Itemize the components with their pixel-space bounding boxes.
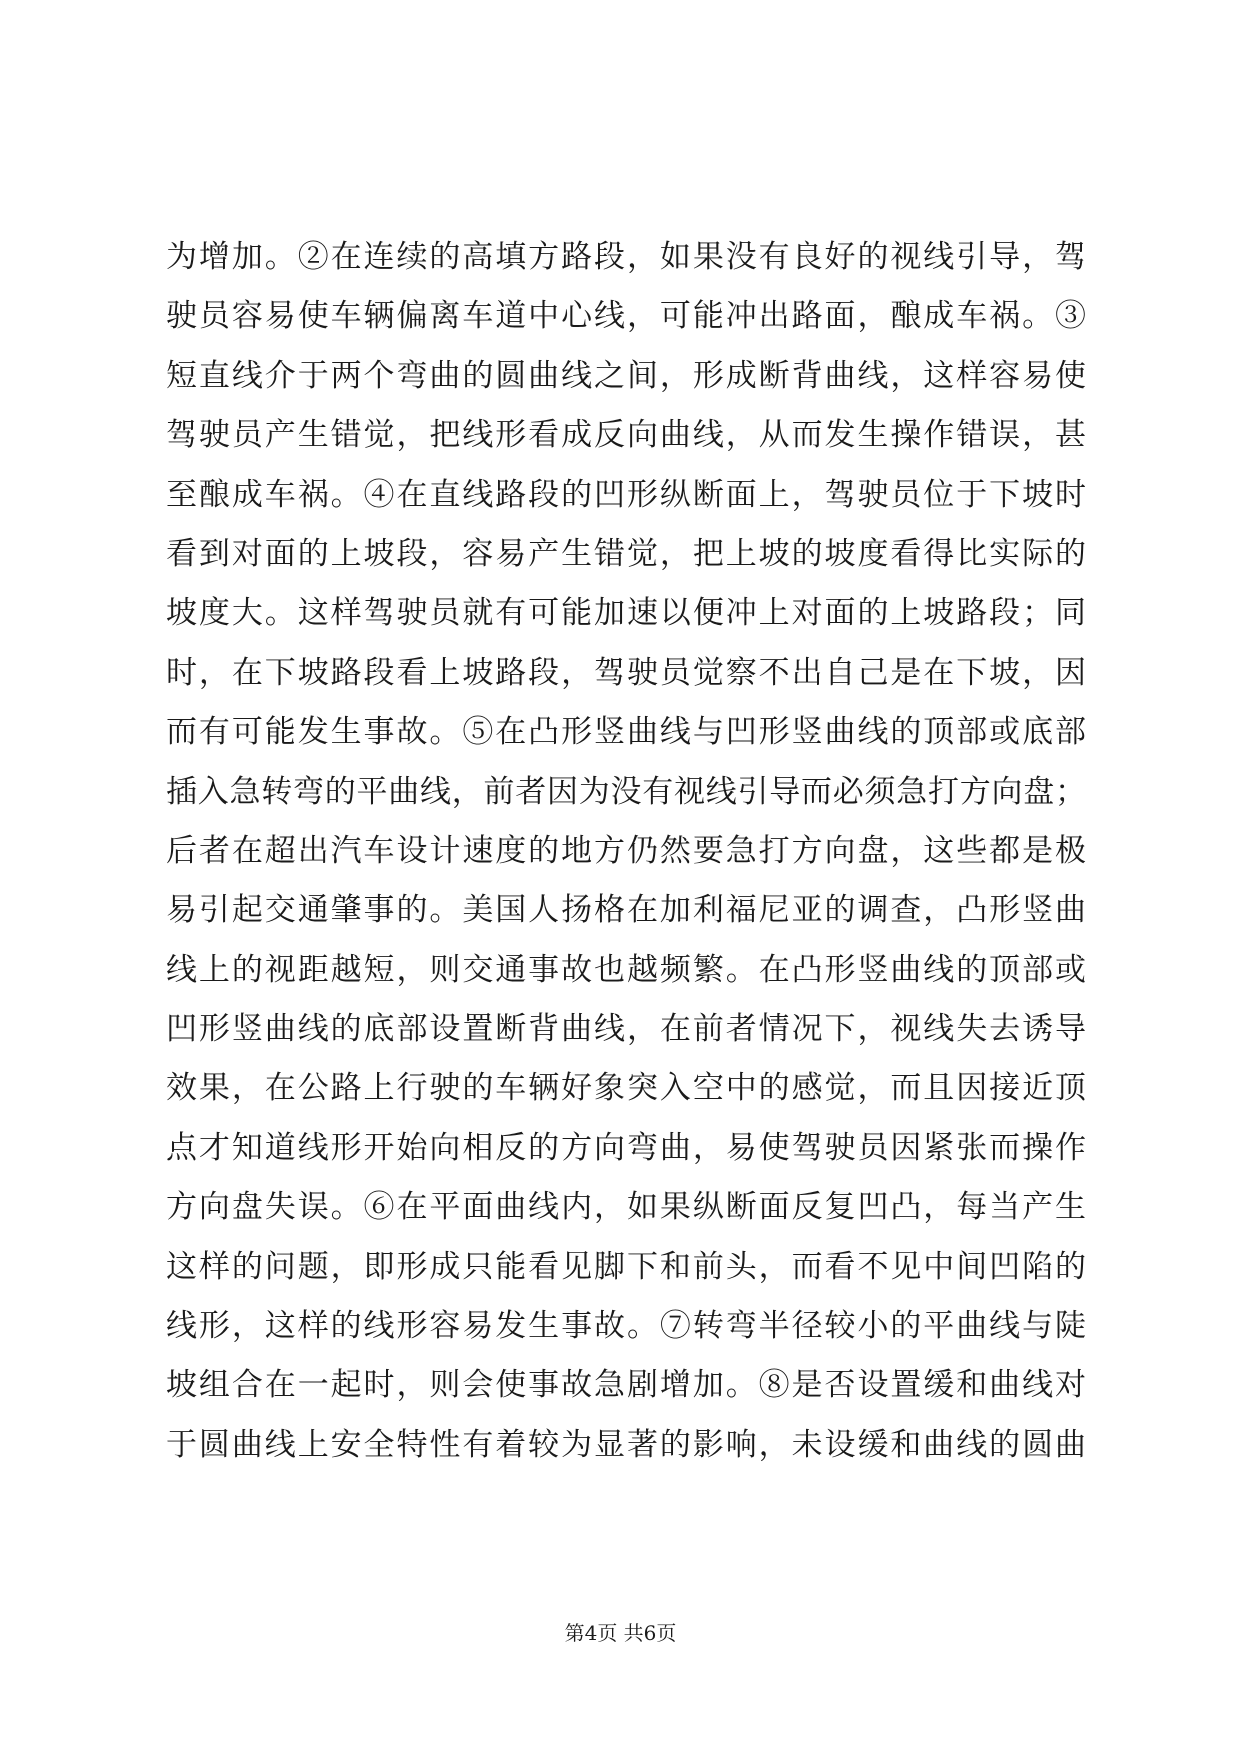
text-line-5: 至酿成车祸。④在直线路段的凹形纵断面上，驾驶员位于下坡时 bbox=[166, 476, 1086, 513]
text-line-21: 于圆曲线上安全特性有着较为显著的影响，未设缓和曲线的圆曲 bbox=[166, 1426, 1086, 1463]
text-line-9: 而有可能发生事故。⑤在凸形竖曲线与凹形竖曲线的顶部或底部 bbox=[166, 714, 1086, 751]
text-line-8: 时，在下坡路段看上坡路段，驾驶员觉察不出自己是在下坡，因 bbox=[166, 654, 1086, 691]
text-line-11: 后者在超出汽车设计速度的地方仍然要急打方向盘，这些都是极 bbox=[166, 832, 1086, 869]
text-line-3: 短直线介于两个弯曲的圆曲线之间，形成断背曲线，这样容易使 bbox=[166, 357, 1086, 394]
text-line-17: 方向盘失误。⑥在平面曲线内，如果纵断面反复凹凸，每当产生 bbox=[166, 1189, 1086, 1226]
text-line-12: 易引起交通肇事的。美国人扬格在加利福尼亚的调查，凸形竖曲 bbox=[166, 892, 1086, 929]
page-footer: 第4页 共6页 bbox=[564, 1621, 677, 1645]
text-line-4: 驾驶员产生错觉，把线形看成反向曲线，从而发生操作错误，甚 bbox=[166, 417, 1086, 454]
text-line-20: 坡组合在一起时，则会使事故急剧增加。⑧是否设置缓和曲线对 bbox=[166, 1367, 1086, 1404]
text-line-6: 看到对面的上坡段，容易产生错觉，把上坡的坡度看得比实际的 bbox=[166, 535, 1086, 572]
text-line-19: 线形，这样的线形容易发生事故。⑦转弯半径较小的平曲线与陡 bbox=[166, 1308, 1086, 1345]
text-line-1: 为增加。②在连续的高填方路段，如果没有良好的视线引导，驾 bbox=[166, 239, 1086, 275]
text-line-14: 凹形竖曲线的底部设置断背曲线，在前者情况下，视线失去诱导 bbox=[166, 1011, 1086, 1048]
text-line-10: 插入急转弯的平曲线，前者因为没有视线引导而必须急打方向盘； bbox=[166, 773, 1086, 810]
text-line-15: 效果，在公路上行驶的车辆好象突入空中的感觉，而且因接近顶 bbox=[166, 1070, 1086, 1107]
body-paragraph bbox=[166, 228, 1086, 1475]
text-line-16: 点才知道线形开始向相反的方向弯曲，易使驾驶员因紧张而操作 bbox=[166, 1129, 1086, 1166]
text-line-7: 坡度大。这样驾驶员就有可能加速以便冲上对面的上坡路段；同 bbox=[166, 595, 1086, 632]
text-line-2: 驶员容易使车辆偏离车道中心线，可能冲出路面，酿成车祸。③ bbox=[166, 298, 1086, 335]
text-line-18: 这样的问题，即形成只能看见脚下和前头，而看不见中间凹陷的 bbox=[166, 1248, 1086, 1285]
text-line-13: 线上的视距越短，则交通事故也越频繁。在凸形竖曲线的顶部或 bbox=[166, 951, 1086, 988]
